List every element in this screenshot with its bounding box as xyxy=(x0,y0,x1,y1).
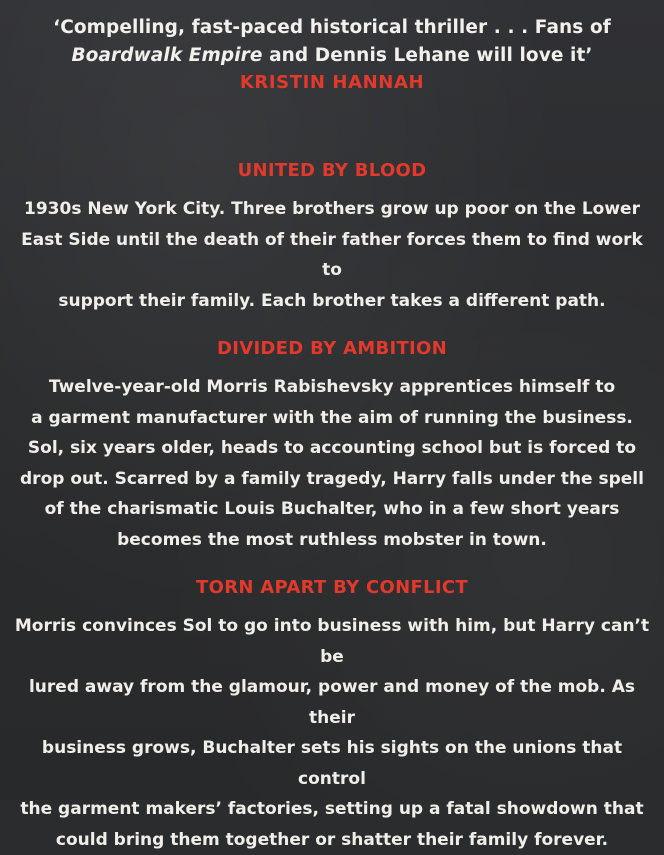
section-united-by-blood xyxy=(10,158,654,316)
spacer xyxy=(10,96,654,158)
paragraph-line: Twelve-year-old Morris Rabishevsky apprentices himself to xyxy=(10,372,654,403)
paragraph-line: a garment manufacturer with the aim of running the business. xyxy=(10,403,654,434)
section-divided-by-ambition xyxy=(10,336,654,555)
paragraph-line: the garment makers’ factories, setting up a fatal showdown that xyxy=(10,794,654,825)
paragraph-line: Sol, six years older, heads to accounting school but is forced to xyxy=(10,433,654,464)
section-torn-apart-by-conflict xyxy=(10,575,654,855)
quote-title-italic: Boardwalk Empire xyxy=(71,45,262,66)
review-quote xyxy=(10,14,654,70)
paragraph-line: business grows, Buchalter sets his sights on the unions that control xyxy=(10,733,654,794)
section-paragraph xyxy=(10,611,654,855)
paragraph-line: lured away from the glamour, power and money of the mob. As their xyxy=(10,672,654,733)
quote-line-1: ‘Compelling, fast-paced historical thriller . . . Fans of xyxy=(10,14,654,42)
section-heading: UNITED BY BLOOD xyxy=(10,158,654,184)
quote-line-2-rest: and Dennis Lehane will love it’ xyxy=(263,45,593,66)
paragraph-line: East Side until the death of their father forces them to find work to xyxy=(10,225,654,286)
quote-line-2 xyxy=(10,42,654,70)
section-paragraph xyxy=(10,194,654,316)
paragraph-line: support their family. Each brother takes a different path. xyxy=(10,286,654,317)
paragraph-line: becomes the most ruthless mobster in town. xyxy=(10,525,654,556)
paragraph-line: drop out. Scarred by a family tragedy, Harry falls under the spell xyxy=(10,464,654,495)
paragraph-line: 1930s New York City. Three brothers grow up poor on the Lower xyxy=(10,194,654,225)
section-heading: DIVIDED BY AMBITION xyxy=(10,336,654,362)
section-paragraph xyxy=(10,372,654,555)
paragraph-line: Morris convinces Sol to go into business with him, but Harry can’t be xyxy=(10,611,654,672)
quote-attribution: KRISTIN HANNAH xyxy=(10,70,654,96)
paragraph-line: of the charismatic Louis Buchalter, who in a few short years xyxy=(10,494,654,525)
paragraph-line: could bring them together or shatter their family forever. xyxy=(10,825,654,855)
section-heading: TORN APART BY CONFLICT xyxy=(10,575,654,601)
